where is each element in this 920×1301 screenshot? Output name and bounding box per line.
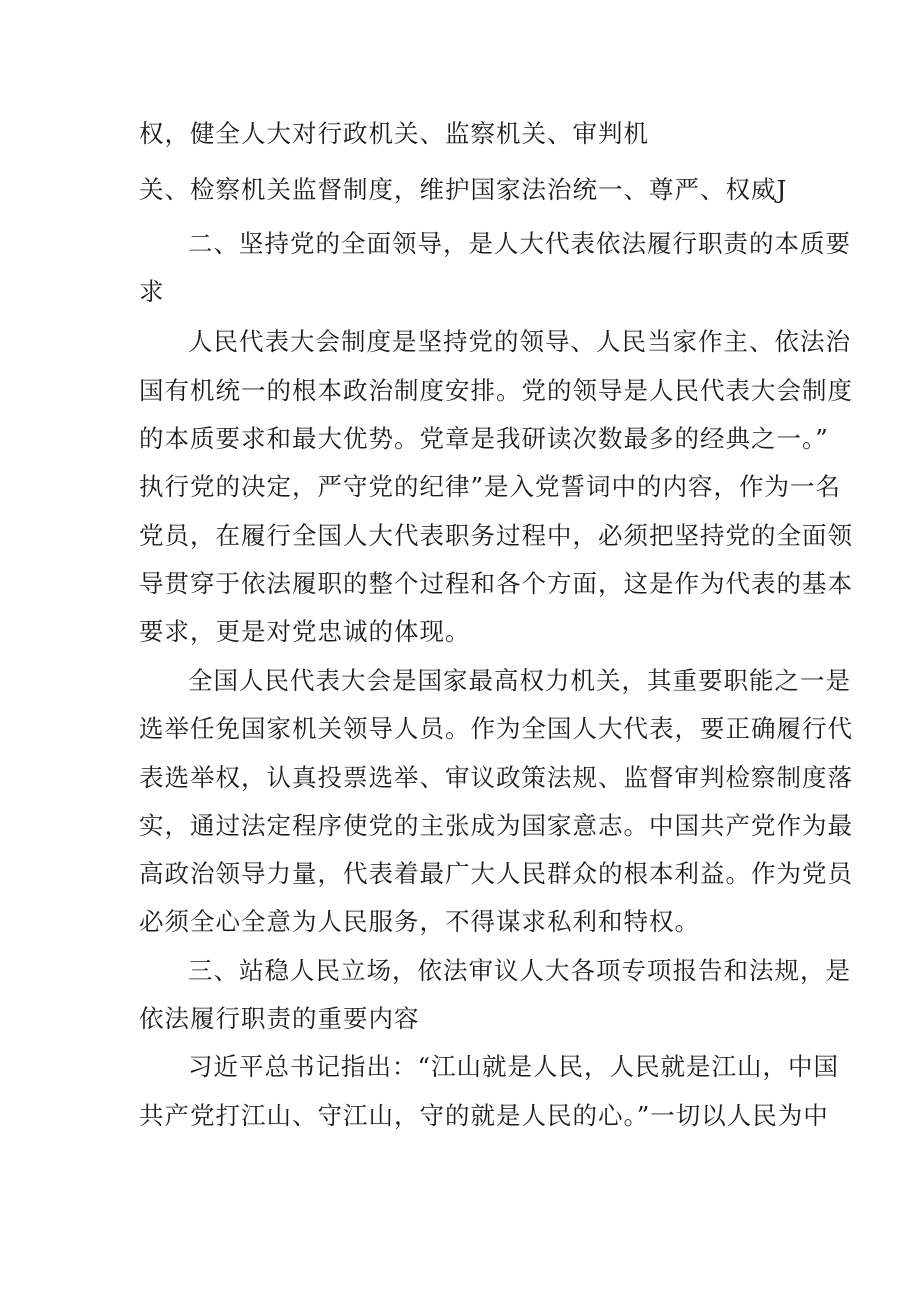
paragraph-line-10: 导贯穿于依法履职的整个过程和各个方面，这是作为代表的基本: [139, 569, 853, 598]
paragraph-line-2: 关、检察机关监督制度，维护国家法治统一、尊严、权威J: [139, 175, 788, 204]
section-heading-2-line-2: 求: [139, 277, 165, 306]
paragraph-line-1: 权，健全人大对行政机关、监察机关、审判机: [139, 119, 649, 148]
paragraph-line-12: 全国人民代表大会是国家最高权力机关，其重要职能之一是: [188, 666, 851, 695]
paragraph-line-17: 必须全心全意为人民服务，不得谋求私利和特权。: [139, 907, 700, 936]
paragraph-line-11: 要求，更是对党忠诚的体现。: [139, 617, 471, 646]
paragraph-line-15: 实，通过法定程序使党的主张成为国家意志。中国共产党作为最: [139, 811, 853, 840]
paragraph-line-21: 共产党打江山、守江山，守的就是人民的心。”一切以人民为中: [139, 1101, 829, 1130]
paragraph-line-20: 习近平总书记指出：“江山就是人民，人民就是江山，中国: [188, 1052, 840, 1081]
paragraph-line-6: 国有机统一的根本政治制度安排。党的领导是人民代表大会制度: [139, 376, 853, 405]
paragraph-line-14: 表选举权，认真投票选举、审议政策法规、监督审判检察制度落: [139, 763, 853, 792]
paragraph-line-7: 的本质要求和最大优势。党章是我研读次数最多的经典之一。”: [139, 424, 829, 453]
paragraph-line-13: 选举任免国家机关领导人员。作为全国人大代表，要正确履行代: [139, 714, 853, 743]
paragraph-line-9: 党员，在履行全国人大代表职务过程中，必须把坚持党的全面领: [139, 521, 853, 550]
section-heading-3-line-1: 三、站稳人民立场，依法审议人大各项专项报告和法规，是: [188, 956, 851, 985]
paragraph-line-5: 人民代表大会制度是坚持党的领导、人民当家作主、依法治: [188, 327, 851, 356]
paragraph-line-8: 执行党的决定，严守党的纪律”是入党誓词中的内容，作为一名: [139, 472, 842, 501]
paragraph-line-16: 高政治领导力量，代表着最广大人民群众的根本利益。作为党员: [139, 859, 853, 888]
section-heading-2-line-1: 二、坚持党的全面领导，是人大代表依法履行职责的本质要: [188, 229, 851, 258]
section-heading-3-line-2: 依法履行职责的重要内容: [139, 1004, 420, 1033]
